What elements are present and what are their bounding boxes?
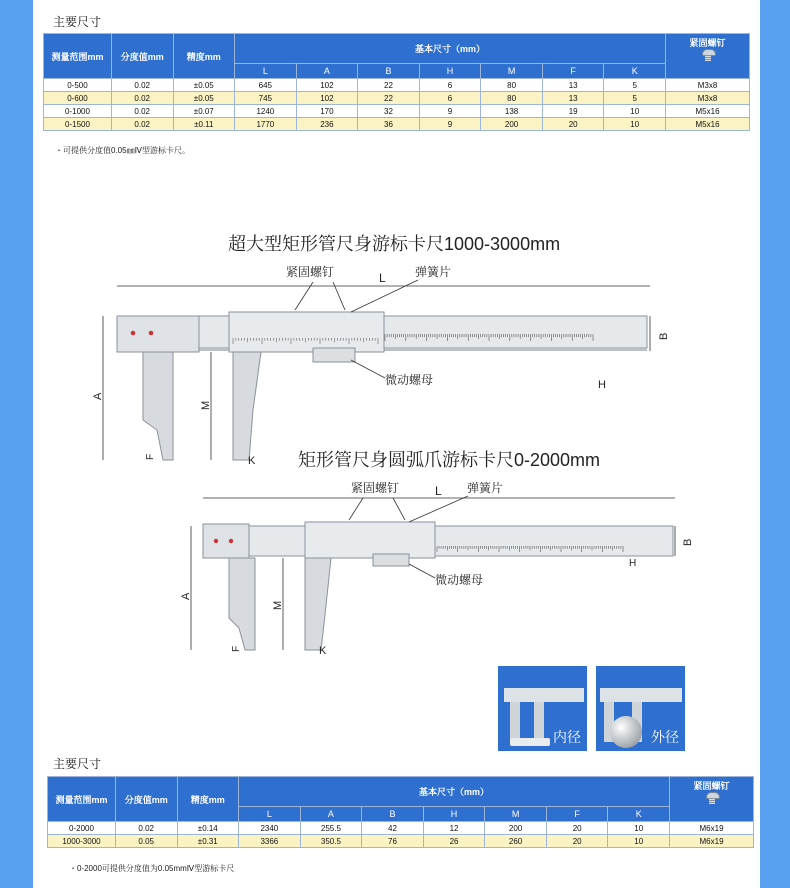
label-L: L bbox=[435, 484, 442, 498]
table-cell: 36 bbox=[358, 118, 420, 131]
table-cell: 19 bbox=[542, 105, 604, 118]
table-cell: 102 bbox=[296, 79, 358, 92]
table-cell: 22 bbox=[358, 79, 420, 92]
label-screw: 紧固螺钉 bbox=[351, 481, 400, 495]
dim-header: B bbox=[362, 807, 424, 822]
rivet bbox=[131, 331, 136, 336]
table-cell: ±0.14 bbox=[177, 822, 239, 835]
table-cell: 200 bbox=[485, 822, 547, 835]
label-screw: 紧固螺钉 bbox=[286, 265, 335, 279]
table-cell: 200 bbox=[481, 118, 543, 131]
table-cell: 102 bbox=[296, 92, 358, 105]
table-cell: 6 bbox=[419, 79, 481, 92]
table-cell: 9 bbox=[419, 105, 481, 118]
table-cell: 3366 bbox=[239, 835, 301, 848]
table-cell: ±0.31 bbox=[177, 835, 239, 848]
label-L: L bbox=[379, 271, 386, 285]
section1-note: ・可提供分度值0.05㎜Ⅳ型游标卡尺。 bbox=[55, 146, 190, 155]
fine-adjust-nut bbox=[373, 554, 409, 566]
dim-header: L bbox=[235, 64, 297, 79]
table-cell: 0.02 bbox=[111, 105, 173, 118]
screw-icon bbox=[699, 49, 717, 61]
table-cell: ±0.05 bbox=[173, 92, 235, 105]
table-cell: M6x19 bbox=[670, 822, 754, 835]
label-K: K bbox=[248, 455, 256, 467]
table-row bbox=[48, 822, 754, 835]
dim-header: L bbox=[239, 807, 301, 822]
table-cell: M3x8 bbox=[666, 92, 750, 105]
diagram-2 bbox=[33, 440, 760, 665]
table-cell: 255.5 bbox=[300, 822, 362, 835]
dim-header: M bbox=[481, 64, 543, 79]
label-H: H bbox=[598, 379, 606, 391]
outer-label: 外径 bbox=[651, 729, 679, 745]
label-B: B bbox=[658, 332, 670, 340]
table-cell: 0.02 bbox=[115, 822, 177, 835]
table-cell: 20 bbox=[542, 118, 604, 131]
table-cell: 42 bbox=[362, 822, 424, 835]
rivet bbox=[229, 539, 233, 543]
spec-table-2 bbox=[47, 776, 754, 848]
table-cell: 0-500 bbox=[44, 79, 112, 92]
col-basic-dims: 基本尺寸（mm） bbox=[235, 34, 666, 64]
table-cell: 10 bbox=[608, 835, 670, 848]
col-screw-label: 紧固螺钉 bbox=[689, 38, 726, 48]
label-F: F bbox=[231, 645, 242, 652]
fixed-jaw-head bbox=[203, 524, 249, 558]
table-cell: 10 bbox=[604, 105, 666, 118]
table-cell: 10 bbox=[608, 822, 670, 835]
fixed-jaw-head bbox=[117, 316, 199, 352]
spec-table-1 bbox=[43, 33, 750, 131]
label-A: A bbox=[180, 592, 192, 600]
table-cell: 0.02 bbox=[111, 79, 173, 92]
table-cell: 5 bbox=[604, 92, 666, 105]
table-cell: 9 bbox=[419, 118, 481, 131]
table-cell: M6x19 bbox=[670, 835, 754, 848]
dim-header: B bbox=[358, 64, 420, 79]
label-nut: 微动螺母 bbox=[435, 573, 484, 587]
label-nut: 微动螺母 bbox=[385, 373, 434, 387]
col-division: 分度值mm bbox=[111, 34, 173, 79]
table-cell: 1000-3000 bbox=[48, 835, 116, 848]
outer-diameter-thumbnail bbox=[596, 666, 685, 751]
table-cell: 0-2000 bbox=[48, 822, 116, 835]
table-cell: 20 bbox=[546, 835, 608, 848]
table-cell: 1770 bbox=[235, 118, 297, 131]
col-division: 分度值mm bbox=[115, 777, 177, 822]
dim-header: M bbox=[485, 807, 547, 822]
dim-header: H bbox=[423, 807, 485, 822]
diagram2-title: 矩形管尺身圆弧爪游标卡尺0-2000mm bbox=[298, 450, 601, 470]
table-cell: 170 bbox=[296, 105, 358, 118]
table-cell: 80 bbox=[481, 92, 543, 105]
table-row bbox=[44, 105, 750, 118]
table-cell: 20 bbox=[546, 822, 608, 835]
table-cell: 0.02 bbox=[111, 92, 173, 105]
table-row bbox=[44, 79, 750, 92]
rivet bbox=[214, 539, 218, 543]
table-cell: ±0.11 bbox=[173, 118, 235, 131]
label-spring: 弹簧片 bbox=[415, 265, 452, 279]
dim-header: F bbox=[542, 64, 604, 79]
table-cell: ±0.07 bbox=[173, 105, 235, 118]
table-cell: 13 bbox=[542, 79, 604, 92]
rivet bbox=[149, 331, 154, 336]
table-cell: ±0.05 bbox=[173, 79, 235, 92]
table-cell: 10 bbox=[604, 118, 666, 131]
table-cell: 12 bbox=[423, 822, 485, 835]
label-H: H bbox=[629, 558, 637, 569]
col-accuracy: 精度mm bbox=[177, 777, 239, 822]
table-cell: 76 bbox=[362, 835, 424, 848]
fine-adjust-nut bbox=[313, 348, 355, 362]
slider-body bbox=[229, 312, 384, 352]
table-cell: 350.5 bbox=[300, 835, 362, 848]
table-cell: 0.02 bbox=[111, 118, 173, 131]
inner-label: 内径 bbox=[553, 729, 581, 745]
section2-title: 主要尺寸 bbox=[53, 757, 102, 771]
section2-note: ・0-2000可提供分度值为0.05mmⅣ型游标卡尺 bbox=[69, 864, 235, 873]
col-screw bbox=[666, 34, 750, 79]
dim-header: K bbox=[608, 807, 670, 822]
section1-title: 主要尺寸 bbox=[53, 15, 102, 29]
label-K: K bbox=[319, 645, 327, 657]
dim-header: F bbox=[546, 807, 608, 822]
label-B: B bbox=[682, 538, 694, 546]
inner-diameter-thumbnail bbox=[498, 666, 587, 751]
label-M: M bbox=[272, 600, 284, 610]
table-cell: 80 bbox=[481, 79, 543, 92]
table-cell: 1240 bbox=[235, 105, 297, 118]
label-A: A bbox=[92, 392, 104, 400]
dim-header: A bbox=[300, 807, 362, 822]
label-F: F bbox=[145, 453, 156, 460]
table-cell: 6 bbox=[419, 92, 481, 105]
table-cell: 0-600 bbox=[44, 92, 112, 105]
label-spring: 弹簧片 bbox=[467, 481, 504, 495]
dim-header: A bbox=[296, 64, 358, 79]
diagram-1 bbox=[33, 220, 760, 470]
table-cell: 26 bbox=[423, 835, 485, 848]
table-row bbox=[44, 118, 750, 131]
table-cell: 138 bbox=[481, 105, 543, 118]
table-cell: 0-1000 bbox=[44, 105, 112, 118]
table-row bbox=[48, 835, 754, 848]
product-sheet bbox=[33, 0, 760, 888]
table-cell: 2340 bbox=[239, 822, 301, 835]
label-M: M bbox=[200, 400, 212, 410]
diagram1-title: 超大型矩形管尺身游标卡尺1000-3000mm bbox=[228, 234, 561, 254]
col-accuracy: 精度mm bbox=[173, 34, 235, 79]
table-row bbox=[44, 92, 750, 105]
dim-header: K bbox=[604, 64, 666, 79]
table-cell: 22 bbox=[358, 92, 420, 105]
table-cell: 0.05 bbox=[115, 835, 177, 848]
table-cell: 32 bbox=[358, 105, 420, 118]
col-range: 测量范围mm bbox=[44, 34, 112, 79]
table-cell: 260 bbox=[485, 835, 547, 848]
table-cell: 745 bbox=[235, 92, 297, 105]
movable-jaw bbox=[305, 558, 331, 650]
table-cell: 0-1500 bbox=[44, 118, 112, 131]
col-screw bbox=[670, 777, 754, 822]
table-cell: M3x8 bbox=[666, 79, 750, 92]
col-range: 测量范围mm bbox=[48, 777, 116, 822]
table-cell: 236 bbox=[296, 118, 358, 131]
table-cell: M5x16 bbox=[666, 118, 750, 131]
col-basic-dims: 基本尺寸（mm） bbox=[239, 777, 670, 807]
table-cell: 5 bbox=[604, 79, 666, 92]
col-screw-label: 紧固螺钉 bbox=[693, 781, 730, 791]
table-cell: 13 bbox=[542, 92, 604, 105]
screw-icon bbox=[703, 792, 721, 804]
dim-header: H bbox=[419, 64, 481, 79]
table-cell: 645 bbox=[235, 79, 297, 92]
slider-body bbox=[305, 522, 435, 558]
table-cell: M5x16 bbox=[666, 105, 750, 118]
fixed-jaw bbox=[229, 558, 255, 650]
